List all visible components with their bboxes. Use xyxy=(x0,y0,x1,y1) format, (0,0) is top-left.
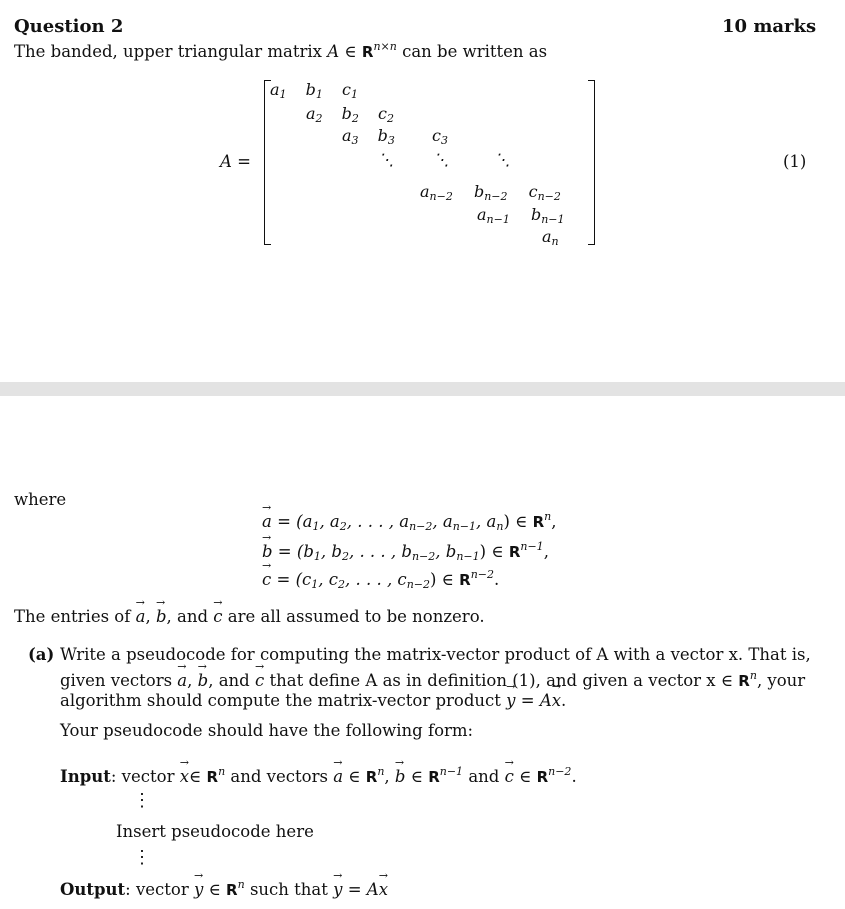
matrix-row-4-ddots: ⋱ ⋱ ⋱ xyxy=(378,150,511,169)
matrix-row-3: a3 b3 c3 xyxy=(342,126,448,147)
part-a-line-1: Write a pseudocode for computing the matrix-vector product of A with a vector x. That is, xyxy=(60,645,811,664)
nonzero-statement: The entries of → a, → b, and → c are all assumed to be nonzero. xyxy=(14,607,485,626)
def-b: → $b = (b_1$, $b_2$, . . . , $b_{n-2}$, $b_{n-1}$) ∈ $R^{n-1}$, xyxy=(262,540,549,563)
part-a-line-3: algorithm should compute the matrix-vector product → y = A→ x. xyxy=(60,691,566,710)
part-a-line-4: Your pseudocode should have the following form: xyxy=(60,721,474,740)
pseudocode-output: Output: vector → y ∈ $R^n$ such that → y = A→ x xyxy=(60,878,388,899)
matrix-row-7: an xyxy=(542,227,559,248)
matrix-row-6: an−1 bn−1 xyxy=(477,205,565,226)
matrix-lhs: A = xyxy=(220,152,251,171)
intro-line: The banded, upper triangular matrix A ∈ $R^{n\times n}$ can be written as xyxy=(14,40,548,61)
matrix-right-bracket xyxy=(588,80,595,245)
def-c: → $c = (c_1$, $c_2$, . . . , $c_{n-2}$) ∈ $R^{n-2}$. xyxy=(262,568,499,591)
vdots-upper: ⋮ xyxy=(133,790,151,811)
where-label: where xyxy=(14,490,67,509)
matrix-row-2: a2 b2 c2 xyxy=(306,104,394,125)
matrix-left-bracket xyxy=(264,80,271,245)
page-divider xyxy=(0,382,845,396)
insert-pseudocode-placeholder: Insert pseudocode here xyxy=(116,822,314,841)
part-a-line-2: given vectors → a, → b, and → c that define A as in definition (1), and given a vector x ∈ $R^n$, your xyxy=(60,669,805,690)
matrix-row-5: an−2 bn−2 cn−2 xyxy=(420,182,561,203)
matrix-row-1: a1 b1 c1 xyxy=(270,80,358,101)
marks-label: 10 marks xyxy=(722,16,817,37)
question-title: Question 2 xyxy=(14,16,124,37)
equation-number: (1) xyxy=(783,152,807,171)
part-a-label: (a) xyxy=(28,645,55,664)
def-a: → $a = (a_1$, $a_2$, . . . , $a_{n-2}$, $a_{n-1}$, $a_n$) ∈ $R^n$, xyxy=(262,510,557,533)
pseudocode-input: Input: vector → x∈ $R^n$ and vectors → a ∈ $R^n$, → b ∈ $R^{n-1}$ and → c ∈ $R^{n-2}$. xyxy=(60,765,577,786)
vdots-lower: ⋮ xyxy=(133,847,151,868)
